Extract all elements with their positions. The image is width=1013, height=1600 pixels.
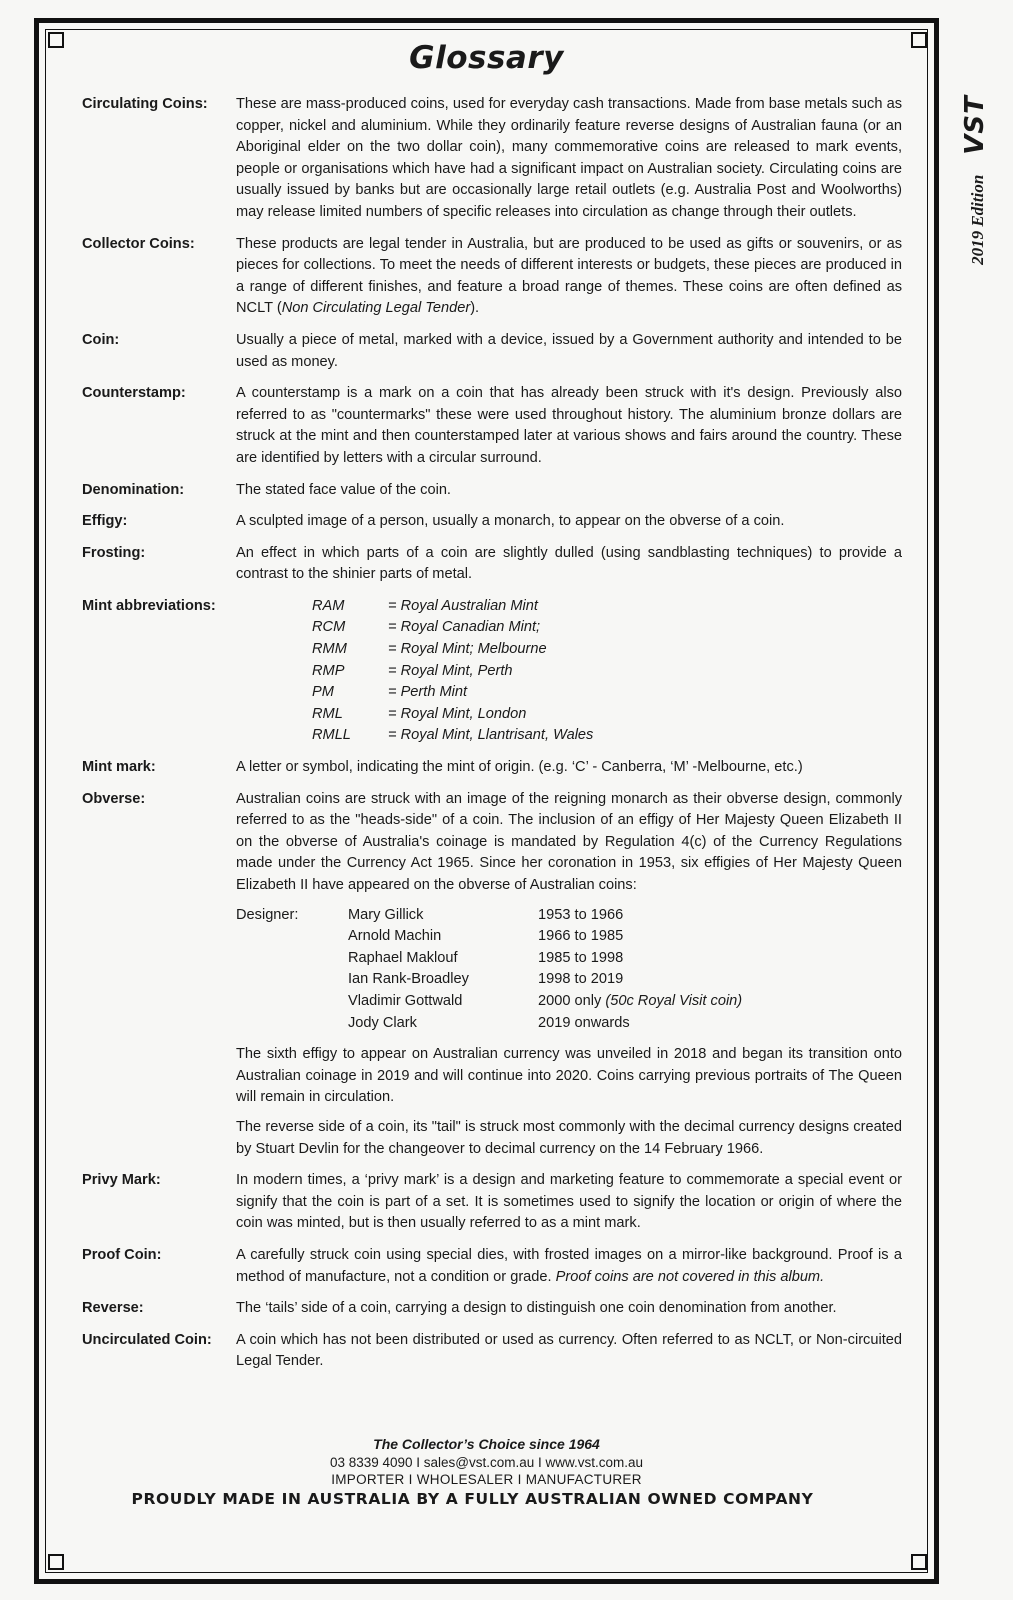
footer-roles: IMPORTER I WHOLESALER I MANUFACTURER — [331, 1472, 642, 1487]
entry-counterstamp — [82, 383, 902, 469]
designer-years: 1985 to 1998 — [538, 949, 624, 966]
abbr-code: RCM — [312, 619, 346, 636]
entry-proof-coin — [82, 1245, 902, 1288]
designer-years: 2019 onwards — [538, 1014, 630, 1031]
entry-privy-mark — [82, 1170, 902, 1235]
abbr-name: = Royal Mint; Melbourne — [388, 641, 547, 658]
entry-reverse — [82, 1298, 902, 1320]
abbr-name: = Royal Mint, London — [388, 705, 527, 722]
designer-name: Mary Gillick — [348, 906, 424, 923]
abbr-code: RMM — [312, 641, 347, 658]
designer-name: Raphael Maklouf — [348, 949, 458, 966]
term: Effigy: — [82, 513, 128, 530]
definition: These are mass-produced coins, used for everyday cash transactions. Made from base metals such as copper, nickel and aluminium. While they ordinarily feature reverse designs of Australian fauna (or an Aboriginal elder on the two dollar coin), many commemorative coins are released to mark events, people or organisations which have had a significant impact on Australian society. Circulating coins are usually issued by banks but are occasionally large retail outlets (e.g. Australia Post and Woolworths) may release limited numbers of specific releases into circulation as change through their outlets. — [236, 96, 902, 220]
designer-name: Ian Rank-Broadley — [348, 971, 469, 988]
definition: These products are legal tender in Australia, but are produced to be used as gifts or souvenirs, or as pieces for collections. To meet the needs of different interests or budgets, these pieces are produced in a range of different finishes, and feature a broad range of themes. These coins are often defined as NCLT (Non Circulating Legal Tender). — [236, 235, 902, 317]
entry-denomination — [82, 480, 902, 502]
paragraph: The sixth effigy to appear on Australian currency was unveiled in 2018 and began its transition onto Australian coinage in 2019 and will continue into 2020. Coins carrying previous portraits of The Queen will remain in circulation. — [236, 1046, 902, 1106]
definition: A counterstamp is a mark on a coin that has already been struck with it's design. Previously also referred to as "countermarks" these were used throughout history. The aluminium bronze dollars are struck at the mint and then counterstamped later at various shows and fairs around the country. These are identified by letters with a circular surround. — [236, 385, 902, 466]
corner-ornament-bottom-left — [42, 1552, 66, 1576]
abbr-code: RMP — [312, 662, 345, 679]
footer-made-in-australia: PROUDLY MADE IN AUSTRALIA BY A FULLY AUSTRALIAN OWNED COMPANY — [131, 1490, 814, 1508]
abbr-code: RAM — [312, 597, 345, 614]
term: Collector Coins: — [82, 235, 195, 252]
designer-name: Jody Clark — [348, 1014, 417, 1031]
definition: The ‘tails’ side of a coin, carrying a design to distinguish one coin denomination from another. — [236, 1300, 837, 1317]
definition: A letter or symbol, indicating the mint of origin. (e.g. ‘C’ - Canberra, ‘M’ -Melbourne, etc.) — [236, 759, 803, 776]
paragraph: Australian coins are struck with an image of the reigning monarch as their obverse design, commonly referred to as the "heads-side" of a coin. The inclusion of an effigy of Her Majesty Queen Elizabeth II on the obverse of Australia's coinage is mandated by Regulation 4(c) of the Currency Regulations made under the Currency Act 1965. Since her coronation in 1953, six effigies of Her Majesty Queen Elizabeth II have appeared on the obverse of Australian coins: — [236, 790, 902, 893]
designer-name: Arnold Machin — [348, 928, 442, 945]
designer-years: 1953 to 1966 — [538, 906, 624, 923]
term: Reverse: — [82, 1300, 144, 1317]
term: Coin: — [82, 331, 120, 348]
definition: The stated face value of the coin. — [236, 481, 451, 498]
entry-frosting — [82, 543, 902, 586]
definition: Usually a piece of metal, marked with a device, issued by a Government authority and intended to be used as money. — [236, 331, 902, 370]
abbr-name: = Royal Mint, Llantrisant, Wales — [388, 727, 594, 744]
term: Frosting: — [82, 544, 146, 561]
vst-logo: VST — [960, 95, 990, 155]
term: Uncirculated Coin: — [82, 1331, 212, 1348]
term: Privy Mark: — [82, 1172, 161, 1189]
definition: A coin which has not been distributed or used as currency. Often referred to as NCLT, or Non-circuited Legal Tender. — [236, 1331, 902, 1370]
definition: A sculpted image of a person, usually a monarch, to appear on the obverse of a coin. — [236, 513, 785, 530]
abbr-name: = Royal Mint, Perth — [388, 662, 513, 679]
abbr-name: = Royal Australian Mint — [388, 597, 538, 614]
term: Counterstamp: — [82, 385, 186, 402]
abbreviation-table — [312, 596, 902, 747]
footer-tagline: The Collector’s Choice since 1964 — [373, 1436, 600, 1452]
paragraph: The reverse side of a coin, its "tail" is struck most commonly with the decimal currency designs created by Stuart Devlin for the changeover to decimal currency on the 14 February 1966. — [236, 1118, 902, 1157]
entry-obverse — [82, 789, 902, 1161]
abbr-name: = Perth Mint — [388, 684, 468, 701]
entry-collector-coins — [82, 234, 902, 320]
definition: A carefully struck coin using special dies, with frosted images on a mirror-like background. Proof is a method of manufacture, not a condition or grade. Proof coins are not covered in this album. — [236, 1246, 902, 1285]
abbr-name: = Royal Canadian Mint; — [388, 619, 541, 636]
term: Circulating Coins: — [82, 96, 208, 112]
definition — [236, 789, 902, 1161]
entry-coin — [82, 330, 902, 373]
designer-years: 2000 only (50c Royal Visit coin) — [538, 992, 743, 1009]
term: Denomination: — [82, 481, 185, 498]
designer-grid — [348, 905, 742, 1035]
designer-name: Vladimir Gottwald — [348, 992, 463, 1009]
entry-mint-abbreviations — [82, 596, 902, 747]
entry-mint-mark — [82, 757, 902, 779]
definition — [236, 596, 902, 747]
footer — [0, 1434, 973, 1488]
term: Proof Coin: — [82, 1246, 162, 1263]
edition-label: 2019 Edition — [968, 174, 987, 265]
abbr-code: PM — [312, 684, 334, 701]
glossary-list — [82, 94, 902, 1383]
definition: An effect in which parts of a coin are slightly dulled (using sandblasting techniques) to provide a contrast to the shinier parts of metal. — [236, 544, 902, 583]
footer-contact: 03 8339 4090 I sales@vst.com.au I www.vst.com.au — [329, 1455, 644, 1470]
designer-label: Designer: — [236, 906, 299, 923]
designer-years: 1998 to 2019 — [538, 971, 624, 988]
entry-circulating-coins — [82, 94, 902, 224]
abbr-code: RML — [312, 705, 343, 722]
designer-years: 1966 to 1985 — [538, 928, 624, 945]
side-brand — [955, 60, 995, 300]
corner-ornament-bottom-right — [909, 1552, 933, 1576]
definition: In modern times, a ‘privy mark’ is a design and marketing feature to commemorate a special event or signify that the coin is part of a set. It is sometimes used to signify the location or origin of where the coin was minted, but is then usually referred to as a mint mark. — [236, 1172, 902, 1232]
term: Mint mark: — [82, 759, 156, 776]
entry-effigy — [82, 511, 902, 533]
designer-table — [236, 905, 902, 1035]
entry-uncirculated-coin — [82, 1330, 902, 1373]
term: Mint abbreviations: — [82, 597, 216, 614]
page-title: Glossary — [409, 40, 564, 76]
abbr-code: RMLL — [312, 727, 351, 744]
term: Obverse: — [82, 790, 146, 807]
